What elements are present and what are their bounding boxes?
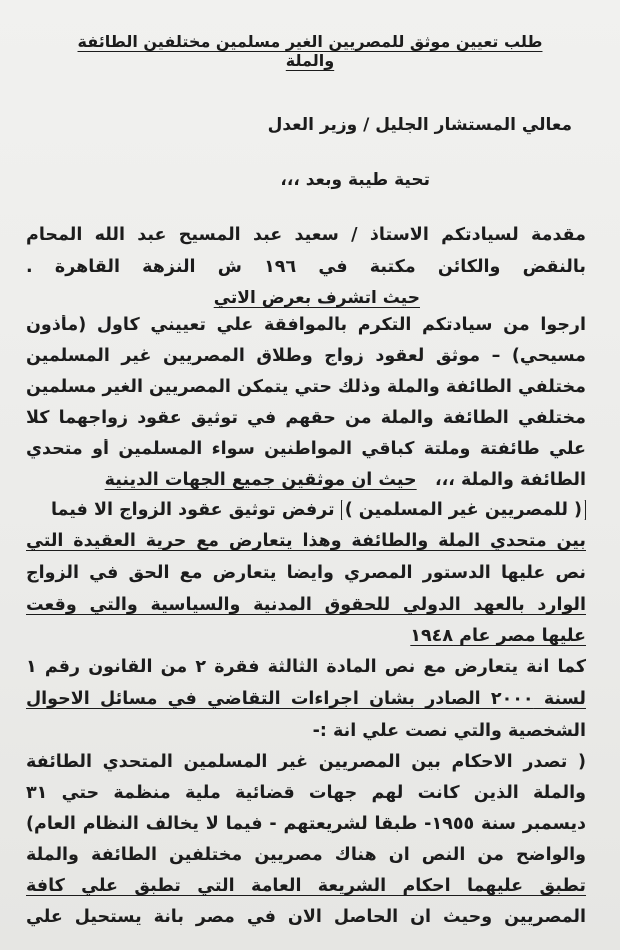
non-muslims-boxed-phrase: ( للمصريين غير المسلمين ) <box>341 500 586 520</box>
para4-line-2: تطبق عليهما احكام الشريعة العامة التي تطبق علي كافة <box>26 876 586 896</box>
intro-line-1: مقدمة لسيادتكم الاستاذ / سعيد عبد المسيح عبد الله المحام <box>26 225 586 245</box>
intro-line-2: بالنقض والكائن مكتبة في ١٩٦ ش النزهة القاهرة . <box>26 257 586 277</box>
para2-line-5: عليها مصر عام ١٩٤٨ <box>410 626 586 646</box>
quote-line-2: والملة الذين كانت لهم جهات قضائية ملية منظمة حتي ٣١ <box>26 783 586 803</box>
para2-line-3: نص عليها الدستور المصري وايضا يتعارض مع الحق في الزواج <box>26 563 586 583</box>
addressee: معالي المستشار الجليل / وزير العدل <box>267 115 572 135</box>
para3-line-3: الشخصية والتي نصت علي انة :- <box>312 721 586 741</box>
section-heading: حيث اتشرف بعرض الاتي <box>213 288 420 308</box>
para1-line-2: مسيحي) – موثق لعقود زواج وطلاق المصريين غير المسلمين <box>26 346 586 366</box>
greeting: تحية طيبة وبعد ،،، <box>280 170 430 190</box>
para3-line-1: كما انة يتعارض مع نص المادة الثالثة فقرة ٢ من القانون رقم ١ <box>26 657 586 677</box>
religious-authorities-phrase: حيث ان موثقين جميع الجهات الدينية <box>104 470 417 490</box>
para2-line-1-rest: ترفض توثيق عقود الزواج الا فيما <box>50 500 335 520</box>
para2-line-1 <box>26 500 586 520</box>
para3-line-2: لسنة ٢٠٠٠ الصادر بشان اجراءات التقاضي في مسائل الاحوال <box>26 689 586 709</box>
para1-line-3: مختلفي الطائفة والملة وذلك حتي يتمكن المصريين الغير مسلمين <box>26 377 586 397</box>
para4-line-1: والواضح من النص ان هناك مصريين مختلفين الطائفة والملة <box>26 845 586 865</box>
para4-line-3: المصريين وحيث ان الحاصل الان في مصر بانة يستحيل علي <box>26 907 586 927</box>
para2-line-2: بين متحدي الملة والطائفة وهذا يتعارض مع حرية العقيدة التي <box>26 531 586 551</box>
para1-line-1: ارجوا من سيادتكم التكرم بالموافقة علي تعييني كاول (مأذون <box>26 315 586 335</box>
para1-line-6-start: الطائفة والملة ،،، <box>434 470 586 490</box>
para1-line-6 <box>26 470 586 490</box>
quote-line-1: ( تصدر الاحكام بين المصريين غير المسلمين المتحدي الطائفة <box>26 752 586 772</box>
para1-line-5: علي طائفتة وملتة كباقي المواطنين سواء المسلمين أو متحدي <box>26 439 586 459</box>
para1-line-4: مختلفي الطائفة والملة من حقهم في توثيق عقود زواجهما كلا <box>26 408 586 428</box>
letter-title: طلب تعيين موثق للمصريين الغير مسلمين مختلفين الطائفة والملة <box>77 32 543 70</box>
para2-line-4: الوارد بالعهد الدولي للحقوق المدنية والسياسية والتي وقعت <box>26 595 586 615</box>
quote-line-3: ديسمبر سنة ١٩٥٥- طبقا لشريعتهم - فيما لا يخالف النظام العام) <box>26 814 586 834</box>
